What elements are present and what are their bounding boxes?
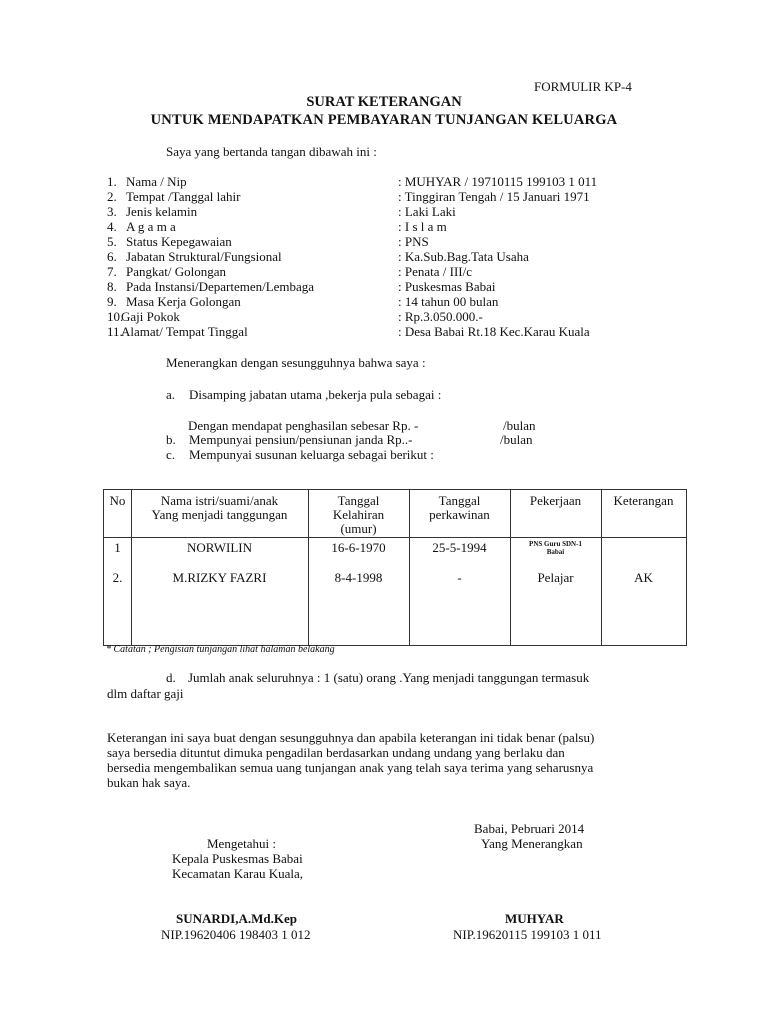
item-d-letter: d. xyxy=(166,670,176,685)
item-c-letter: c. xyxy=(166,447,176,462)
field-label: Nama / Nip xyxy=(126,174,187,189)
field-value: : PNS xyxy=(398,234,429,249)
table-divider xyxy=(601,490,602,645)
field-number: 3. xyxy=(107,204,117,219)
header-line: (umur) xyxy=(340,521,377,536)
mengetahui: Mengetahui : xyxy=(207,836,276,851)
pekerjaan-line: PNS Guru SDN-1 xyxy=(529,540,582,548)
field-value: : MUHYAR / 19710115 199103 1 011 xyxy=(398,174,598,189)
signer-right-nip: NIP.19620115 199103 1 011 xyxy=(453,927,602,942)
document-title: SURAT KETERANGAN xyxy=(306,94,462,110)
field-number: 9. xyxy=(107,294,117,309)
field-row xyxy=(107,174,707,189)
table-divider xyxy=(510,490,511,645)
field-number: 7. xyxy=(107,264,117,279)
table-cell-pekerjaan: Pelajar xyxy=(537,570,574,585)
table-note: * Catatan ; Pengisian tunjangan lihat halaman belakang xyxy=(106,644,335,655)
field-label: Masa Kerja Golongan xyxy=(126,294,241,309)
header-line: Yang menjadi tanggungan xyxy=(151,507,288,522)
field-label: Pangkat/ Golongan xyxy=(126,264,227,279)
table-header-divider xyxy=(104,537,686,538)
statement-intro: Menerangkan dengan sesungguhnya bahwa saya : xyxy=(166,355,426,370)
income-unit: /bulan xyxy=(503,418,536,433)
item-d-text: Jumlah anak seluruhnya : 1 (satu) orang .Yang menjadi tanggungan termasuk xyxy=(188,670,590,685)
statement-line: saya bersedia dituntut dimuka pengadilan berdasarkan undang undang yang berlaku dan xyxy=(107,745,565,760)
header-line: Tanggal xyxy=(337,493,380,508)
table-cell-lahir: 8-4-1998 xyxy=(334,570,383,585)
signer-left-nip: NIP.19620406 198403 1 012 xyxy=(161,927,311,942)
field-number: 8. xyxy=(107,279,117,294)
statement-line: bersedia mengembalikan semua uang tunjangan anak yang telah saya terima yang seharusnya xyxy=(107,760,594,775)
header-pekerjaan: Pekerjaan xyxy=(529,493,582,508)
table-cell-nama: M.RIZKY FAZRI xyxy=(172,570,267,585)
field-value: : I s l a m xyxy=(398,219,447,234)
field-value: : Penata / III/c xyxy=(398,264,472,279)
field-label: Jabatan Struktural/Fungsional xyxy=(126,249,282,264)
field-number: 5. xyxy=(107,234,117,249)
field-row xyxy=(107,294,707,309)
signer-left-name: SUNARDI,A.Md.Kep xyxy=(176,911,297,926)
kepala-puskesmas: Kepala Puskesmas Babai xyxy=(172,851,303,866)
field-row xyxy=(107,309,707,324)
item-a-letter: a. xyxy=(166,387,176,402)
field-row xyxy=(107,249,707,264)
field-row xyxy=(107,324,707,339)
table-cell-no: 1 xyxy=(114,540,121,555)
family-table xyxy=(103,489,687,646)
header-line: perkawinan xyxy=(429,507,490,522)
item-c-text: Mempunyai susunan keluarga sebagai berikut : xyxy=(189,447,434,462)
field-value: : Puskesmas Babai xyxy=(398,279,496,294)
header-line: Nama istri/suami/anak xyxy=(160,493,279,508)
item-b-text: Mempunyai pensiun/pensiunan janda Rp..- xyxy=(189,432,413,447)
signer-right-name: MUHYAR xyxy=(505,911,564,926)
pekerjaan-line: Babai xyxy=(546,548,565,556)
table-cell-keterangan: AK xyxy=(634,570,653,585)
field-label: Tempat /Tanggal lahir xyxy=(126,189,241,204)
field-number: 11. xyxy=(107,324,123,339)
closing-statement xyxy=(107,730,594,790)
table-cell-kawin: 25-5-1994 xyxy=(432,540,487,555)
field-value: : Tinggiran Tengah / 15 Januari 1971 xyxy=(398,189,590,204)
table-cell-pekerjaan xyxy=(510,540,601,556)
kecamatan: Kecamatan Karau Kuala, xyxy=(172,866,304,881)
personal-fields xyxy=(107,174,707,339)
document-subtitle: UNTUK MENDAPATKAN PEMBAYARAN TUNJANGAN KELUARGA xyxy=(150,112,618,128)
intro-text: Saya yang bertanda tangan dibawah ini : xyxy=(166,144,377,159)
pension-unit: /bulan xyxy=(500,432,533,447)
statement-line: bukan hak saya. xyxy=(107,775,191,790)
field-value: : Ka.Sub.Bag.Tata Usaha xyxy=(398,249,529,264)
field-value: : Desa Babai Rt.18 Kec.Karau Kuala xyxy=(398,324,590,339)
field-label: Jenis kelamin xyxy=(126,204,198,219)
header-line: Kelahiran xyxy=(332,507,385,522)
field-label: Status Kepegawaian xyxy=(126,234,232,249)
field-value: : 14 tahun 00 bulan xyxy=(398,294,499,309)
table-cell-kawin: - xyxy=(457,570,462,585)
field-row xyxy=(107,279,707,294)
item-a-text: Disamping jabatan utama ,bekerja pula sebagai : xyxy=(189,387,442,402)
header-no: No xyxy=(109,493,126,508)
form-code: FORMULIR KP-4 xyxy=(534,79,632,94)
table-cell-no: 2. xyxy=(112,570,123,585)
field-number: 4. xyxy=(107,219,117,234)
field-label: A g a m a xyxy=(126,219,176,234)
statement-line: Keterangan ini saya buat dengan sesungguhnya dan apabila keterangan ini tidak benar (palsu) xyxy=(107,730,595,745)
field-label: Alamat/ Tempat Tinggal xyxy=(121,324,248,339)
table-cell-nama: NORWILIN xyxy=(187,540,252,555)
field-number: 2. xyxy=(107,189,117,204)
header-nama xyxy=(131,494,308,522)
header-lahir xyxy=(308,494,409,536)
item-b-letter: b. xyxy=(166,432,176,447)
field-number: 6. xyxy=(107,249,117,264)
field-label: Pada Instansi/Departemen/Lembaga xyxy=(126,279,315,294)
yang-menerangkan: Yang Menerangkan xyxy=(481,836,583,851)
income-text: Dengan mendapat penghasilan sebesar Rp. - xyxy=(188,418,419,433)
field-value: : Rp.3.050.000.- xyxy=(398,309,483,324)
field-row xyxy=(107,219,707,234)
place-date: Babai, Pebruari 2014 xyxy=(474,821,585,836)
item-d-continuation: dlm daftar gaji xyxy=(107,686,184,701)
field-label: Gaji Pokok xyxy=(121,309,180,324)
header-kawin xyxy=(409,494,510,522)
field-row xyxy=(107,204,707,219)
header-line: Tanggal xyxy=(438,493,481,508)
field-number: 10. xyxy=(107,309,124,324)
field-number: 1. xyxy=(107,174,117,189)
header-keterangan: Keterangan xyxy=(613,493,674,508)
field-row xyxy=(107,234,707,249)
table-cell-lahir: 16-6-1970 xyxy=(331,540,386,555)
field-row xyxy=(107,264,707,279)
field-row xyxy=(107,189,707,204)
field-value: : Laki Laki xyxy=(398,204,456,219)
